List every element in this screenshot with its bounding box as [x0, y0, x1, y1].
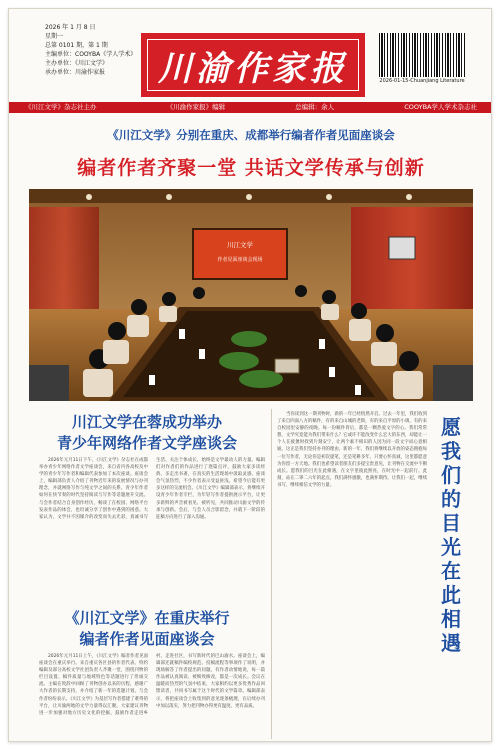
chengdu-article-title [29, 411, 265, 453]
newspaper-logo [141, 33, 365, 97]
sponsor-line: 主编单位：COOYBA《学人学术》 [45, 51, 137, 58]
banner-center: 《川渝作家报》编辑 [166, 103, 226, 111]
vertical-char: 我 [441, 439, 461, 463]
chongqing-title-line-2: 编者作者见面座谈会 [79, 630, 215, 648]
screen-title: 川江文学 [227, 241, 253, 249]
chengdu-title-line-1: 川江文学在蓉成功举办 [71, 413, 222, 431]
newspaper-page [8, 8, 492, 742]
issue-date: 2026 年 1 月 8 日 [45, 24, 96, 31]
vertical-char: 愿 [441, 415, 461, 439]
masthead [9, 9, 492, 101]
banner-right: 总编辑：余人 [295, 103, 335, 111]
chongqing-article-paragraph: 2026年元月11日上午，《川江文学》编者作者见面座谈会在重庆举行。来自重庆各区县的作者代表、特约编辑及部分高校文学社团负责人齐聚一堂，围绕刊物的栏目设置、稿件质量与地域特色等话题进行了坦诚交流。主编在致辞中回顾了刊物创办以来的历程，感谢广大作者的长期支持，并介绍了新一年的选题计划。与会作者纷纷表示，《川江文学》为基层写作者搭建了难得的平台，让川渝两地的文学力量得以汇聚。大家建议刊物进一步加强对地方历史文化的挖掘，鼓励作者走进乡村、走进社区，书写新时代的巴山渝水。座谈会上，编辑部还就稿件编校规范、投稿流程等事项作了说明，并现场解答了作者提出的问题。有作者动情地说，每一篇作品被认真阅读、被细致修改，都是一次成长。会议在温暖而热烈的气氛中结束，大家相约以更多优秀作品回馈读者，共同书写属于这个时代的文学篇章。编辑部表示，将把座谈会上收集到的意见逐条梳理，在后续办刊中加以落实，努力把刊物办得更有温度、更有品质。 [39, 654, 265, 716]
chongqing-title-line-1: 《川江文学》在重庆举行 [64, 609, 230, 627]
logo-text: 川渝作家报 [158, 48, 348, 89]
vertical-char: 们 [441, 463, 461, 487]
barcode-bars [379, 33, 465, 77]
vertical-essay-title [431, 415, 471, 655]
meeting-photo [29, 189, 473, 401]
essay-body [277, 411, 427, 733]
chongqing-article-body [39, 653, 265, 737]
barcode-caption: 2026-01-15-Chuanjiang Literature [379, 78, 465, 84]
vertical-char: 遇 [441, 631, 461, 655]
vertical-char: 相 [441, 607, 461, 631]
barcode [379, 33, 465, 87]
banner-left: 《川江文学》杂志社主办 [25, 103, 97, 111]
masthead-meta [45, 23, 141, 77]
issue-number: 总第 0101 期，第 1 期 [45, 42, 108, 49]
column-rule [271, 409, 272, 739]
chongqing-article-title [29, 607, 265, 649]
lead-subhead: 《川江文学》分别在重庆、成都举行编者作者见面座谈会 [107, 128, 395, 142]
vertical-char: 光 [441, 535, 461, 559]
issue-weekday: 星期一 [45, 33, 64, 40]
printer-line: 承办单位：川渝作家报 [45, 69, 106, 76]
chengdu-article-paragraph: 2026年元月11日下午，《川江文学》杂志社在成都举办青少年网络作者文学座谈会，来自省内各高校及中学的青少年写作者和编辑代表参加了本次座谈。座谈会上，编辑部负责人介绍了刊物近年来的发展情况与办刊理念，并就网络写作与纯文学之间的关系、青少年作者如何在快节奏的时代坚持阅读与写作等话题展开交流。与会作者结合自身创作经历，畅谈了在校园、网络平台发表作品的体会，也坦诚分享了创作中遇到的困惑。大家认为，文学并不因媒介的改变而失去光彩，真诚书写生活、关注个体成长，始终是文学最动人的力量。编辑们对作者们的作品进行了逐篇点评，鼓励大家多读经典、多走出书斋，在真实的生活现场中汲取灵感。座谈会气氛热烈，不少作者表示受益匪浅，希望今后能有更多这样的交流机会。《川江文学》编辑部表示，将继续开设青少年作者专栏，为年轻写作者提供展示平台，让更多新鲜的声音被看见、被听见，共同推动川渝文学的传承与创新。会后，与会人员合影留念，并就下一阶段的征稿方向进行了深入沟通。 [39, 458, 265, 520]
banner-far-right: COOYBA学人学术杂志社 [404, 103, 477, 111]
vertical-char: 目 [441, 511, 461, 535]
chengdu-title-line-2: 青少年网络作者文学座谈会 [56, 434, 237, 452]
lead-headline: 编者作者齐聚一堂 共话文学传承与创新 [77, 157, 425, 179]
screen-subtitle: 作者见面座谈会现场 [217, 257, 263, 263]
logo-frame [147, 39, 359, 91]
banner-bar [9, 102, 492, 113]
chengdu-article-body [39, 457, 265, 603]
essay-paragraph: 当你读到这一期刊物时，新的一年已经悄然开启。过去一年里，我们收到了来自四面八方的稿件，有的来自山城的老街，有的来自平原的小镇，有的来自校园里安静的夜晚。每一份稿件背后，都是一颗热爱文字的心。我们常常想，文学究竟能为我们带来什么？它或许不能改变什么宏大的东西，却能让一个人在疲惫时找到片刻安宁，让两个素不相识的人因为同一段文字而心意相通。这正是我们坚持办刊的理由。新的一年，我们将继续以开放的姿态拥抱每一位写作者，无论你是初次提笔，还是笔耕多年，只要心怀真诚，这里都愿意为你留一方天地。我们也希望读者朋友们多提宝贵意见，让刊物在交流中不断成长。愿我们的目光在此相遇，在文字里彼此照亮，在时光中一起前行。此刻，站在二零二六年的起点，我们满怀感激，也满怀期待。让我们一起，继续书写，继续相信文学的力量。 [277, 412, 427, 488]
vertical-char: 此 [441, 583, 461, 607]
vertical-char: 在 [441, 559, 461, 583]
vertical-char: 的 [441, 487, 461, 511]
host-line: 主办单位：《川江文学》 [45, 60, 109, 67]
meeting-photo-illustration [29, 189, 473, 401]
